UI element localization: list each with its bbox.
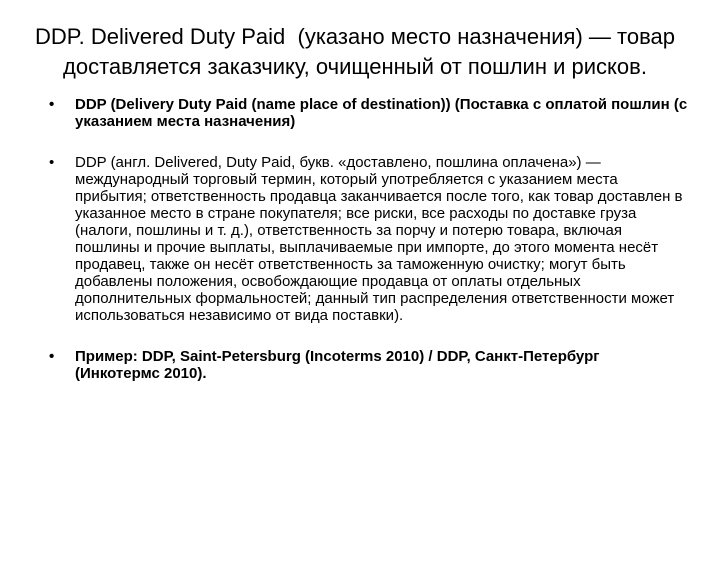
bullet-marker-icon: • bbox=[49, 348, 55, 365]
bullet-item bbox=[49, 96, 720, 130]
bullet-text: Пример: DDP, Saint-Petersburg (Incoterms 2010) / DDP, Санкт-Петербург (Инкотермс 2010). bbox=[75, 348, 600, 382]
bullet-list bbox=[0, 96, 720, 382]
bullet-text: DDP (Delivery Duty Paid (name place of destination)) (Поставка с оплатой пошлин (с указанием места назначения) bbox=[75, 96, 688, 130]
bullet-item bbox=[49, 154, 720, 324]
slide-title: DDP. Delivered Duty Paid (указано место назначения) — товар доставляется заказчику, очищенный от пошлин и рисков. bbox=[35, 24, 682, 79]
bullet-item bbox=[49, 348, 720, 382]
slide bbox=[0, 22, 720, 562]
bullet-text: DDP (англ. Delivered, Duty Paid, букв. «доставлено, пошлина оплачена») — международный торговый термин, который употребляется с указанием места прибытия; ответственность продавца заканчивается после того, как товар доставлен в указанное место в стране покупателя; все риски, все расходы по доставке груза (налоги, пошлины и т. д.), ответственность за порчу и потерю товара, включая пошлины и прочие выплаты, выплачиваемые при импорте, до этого момента несёт продавец, также он несёт ответственность за таможенную очистку; могут быть добавлены положения, освобождающие продавца от оплаты отдельных дополнительных формальностей; данный тип распределения ответственности может использоваться независимо от вида поставки). bbox=[75, 154, 683, 324]
bullet-marker-icon: • bbox=[49, 96, 55, 113]
bullet-marker-icon: • bbox=[49, 154, 55, 171]
